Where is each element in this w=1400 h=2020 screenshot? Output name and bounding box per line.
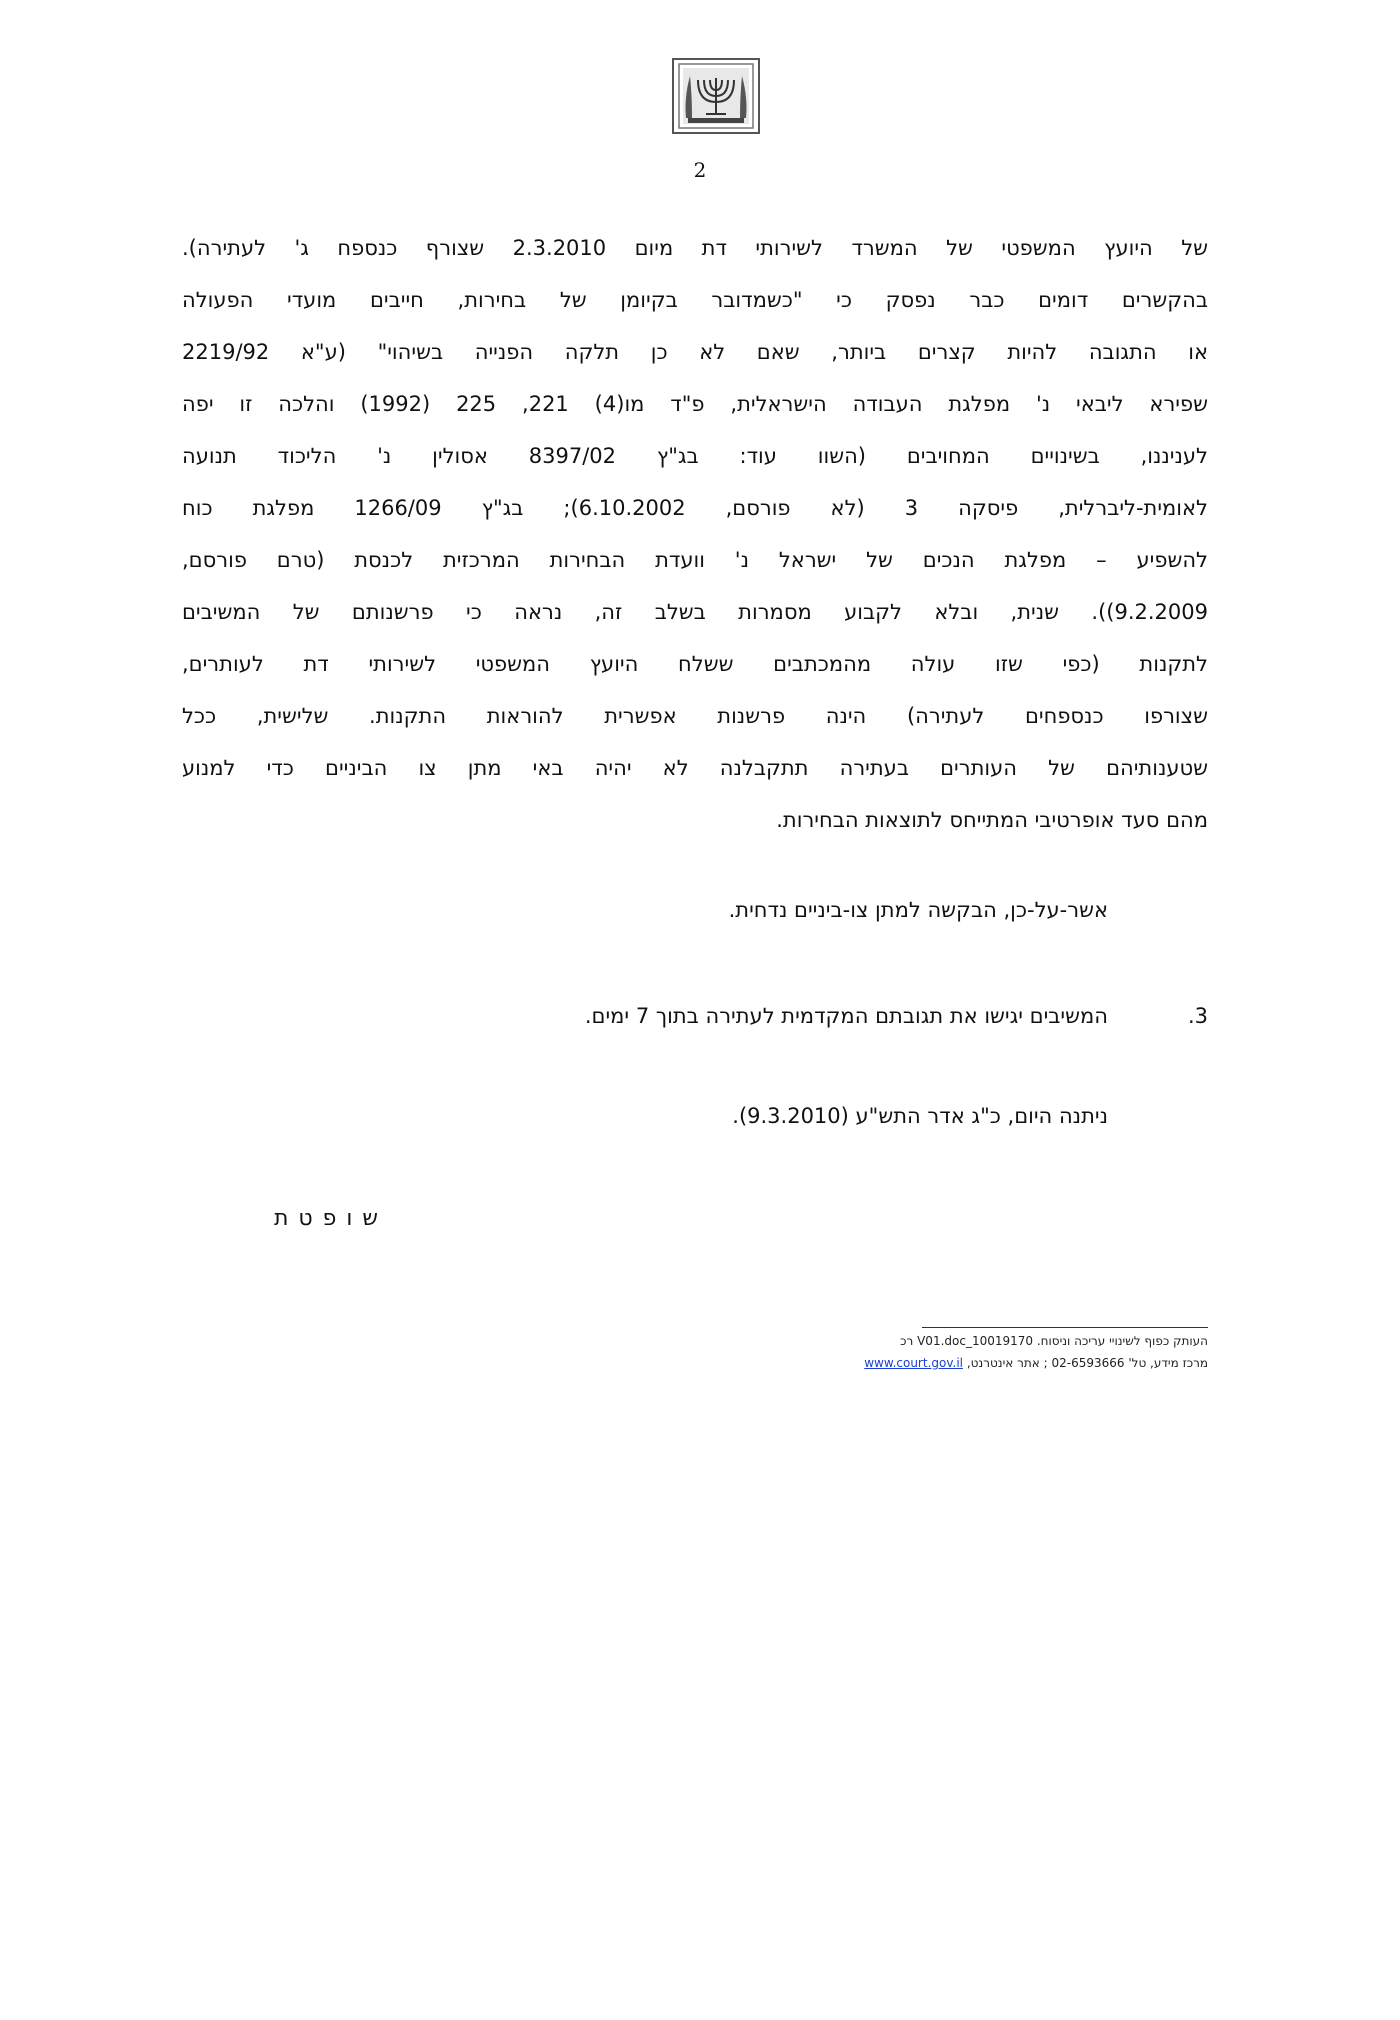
- decision-text: אשר-על-כן, הבקשה למתן צו-ביניים נדחית.: [728, 898, 1108, 922]
- body-line: להשפיע – מפלגת הנכים של ישראל נ' וועדת הבחירות המרכזית לכנסת (טרם פורסם,: [182, 548, 1208, 572]
- body-paragraph: [182, 222, 1208, 846]
- body-line: לעניננו, בשינויים המחויבים (השוו עוד: בג"ץ 8397/02 אסולין נ' הליכוד תנועה: [182, 444, 1208, 468]
- body-line: 9.2.2009)). שנית, ובלא לקבוע מסמרות בשלב זה, נראה כי פרשנותם של המשיבים: [182, 600, 1208, 624]
- body-line: או התגובה להיות קצרים ביותר, שאם לא כן תלקה הפנייה בשיהוי" (ע"א 2219/92: [182, 340, 1208, 364]
- judge-signature: שופטת: [273, 1206, 388, 1231]
- item-number: 3.: [1187, 1004, 1208, 1028]
- footer-divider: [922, 1327, 1208, 1328]
- body-line: שטענותיהם של העותרים בעתירה תתקבלנה לא יהיה באי מתן צו הביניים כדי למנוע: [182, 756, 1208, 780]
- body-line: לאומית-ליברלית, פיסקה 3 (לא פורסם, 6.10.2002); בג"ץ 1266/09 מפלגת כוח: [182, 496, 1208, 520]
- body-line: לתקנות (כפי שזו עולה מהמכתבים ששלח היועץ המשפטי לשירותי דת לעותרים,: [182, 652, 1208, 676]
- given-date-line: ניתנה היום, כ"ג אדר התש"ע (9.3.2010).: [732, 1104, 1108, 1128]
- footer-contact: מרכז מידע, טל' 02-6593666 ; אתר אינטרנט,: [966, 1356, 1208, 1370]
- body-line: שצורפו כנספחים לעתירה) הינה פרשנות אפשרית להוראות התקנות. שלישית, ככל: [182, 704, 1208, 728]
- body-line: בהקשרים דומים כבר נפסק כי "כשמדובר בקיומן של בחירות, חייבים מועדי הפעולה: [182, 288, 1208, 312]
- footer-doc-id: 10019170_V01.doc: [917, 1334, 1034, 1348]
- page-number: 2: [693, 158, 707, 182]
- item-text: המשיבים יגישו את תגובתם המקדמית לעתירה בתוך 7 ימים.: [584, 1004, 1108, 1028]
- body-line: מהם סעד אופרטיבי המתייחס לתוצאות הבחירות.: [776, 808, 1208, 832]
- footer-note: העותק כפוף לשינויי עריכה וניסוח.: [1036, 1334, 1208, 1348]
- state-emblem-icon: [672, 58, 760, 134]
- body-line: שפירא ליבאי נ' מפלגת העבודה הישראלית, פ"ד מו(4) 221, 225 (1992) והלכה זו יפה: [182, 392, 1208, 416]
- footer-line-2: [864, 1356, 1208, 1370]
- footer-initials: רכ: [900, 1334, 914, 1348]
- website-link[interactable]: www.court.gov.il: [864, 1356, 963, 1370]
- footer-line-1: [900, 1334, 1208, 1348]
- body-line: של היועץ המשפטי של המשרד לשירותי דת מיום 2.3.2010 שצורף כנספח ג' לעתירה).: [182, 236, 1209, 260]
